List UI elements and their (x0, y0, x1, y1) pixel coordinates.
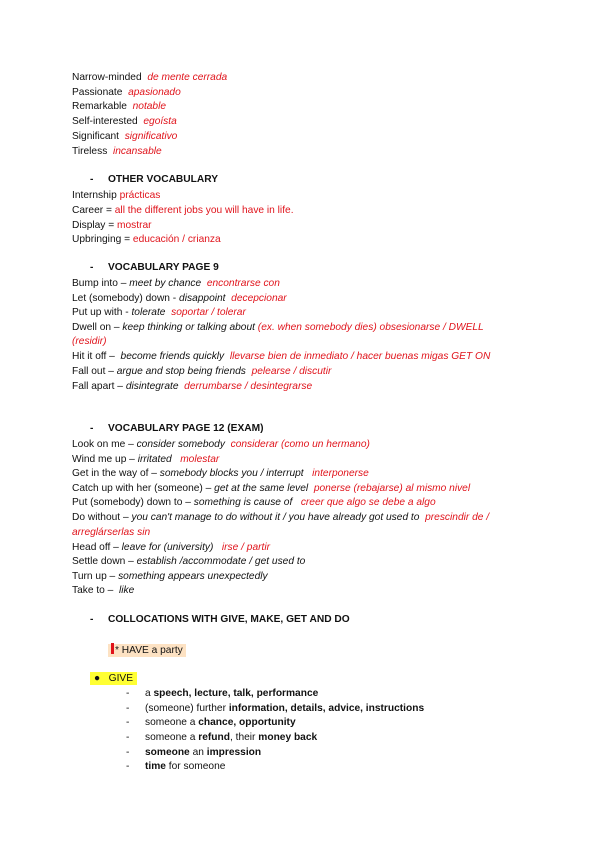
english-term: Remarkable (72, 101, 127, 112)
bullet-icon: ● (94, 673, 101, 684)
have-party-note: * HAVE a party (108, 643, 186, 658)
phrasal-verb-line: Put up with - tolerate soportar / tolerar (72, 307, 246, 318)
english-term: Self-interested (72, 116, 138, 127)
section-heading: - VOCABULARY PAGE 12 (EXAM) (90, 423, 264, 434)
spanish-translation: notable (132, 101, 167, 112)
english-term: Significant (72, 131, 120, 142)
vocab-line: Career = all the different jobs you will have in life. (72, 205, 294, 216)
vocab-line (72, 86, 181, 100)
english-term: Tireless (72, 146, 108, 157)
phrasal-verb-line: Catch up with her (someone) – get at the same level ponerse (rebajarse) al mismo nivel (72, 483, 471, 494)
phrasal-verb-line: Let (somebody) down - disappoint decepcionar (72, 293, 287, 304)
vocab-line: Internship prácticas (72, 190, 161, 201)
vocab-line (72, 145, 162, 159)
vocab-line (72, 115, 177, 129)
spanish-translation: egoísta (143, 116, 177, 127)
spanish-translation: incansable (112, 146, 162, 157)
collocation-item: - someone an impression (126, 747, 262, 758)
collocation-item: - someone a refund, their money back (126, 732, 318, 743)
english-term: Passionate (72, 87, 123, 98)
collocation-item: - a speech, lecture, talk, performance (126, 688, 319, 699)
spanish-translation: de mente cerrada (147, 72, 228, 83)
vocab-line: Display = mostrar (72, 220, 152, 231)
section-heading: - COLLOCATIONS WITH GIVE, MAKE, GET AND DO (90, 614, 350, 625)
phrasal-verb-line: Look on me – consider somebody considerar (como un hermano) (72, 439, 370, 450)
english-term: Narrow-minded (72, 72, 142, 83)
phrasal-verb-line: Dwell on – keep thinking or talking about (ex. when somebody dies) obsesionarse / DWELL (72, 322, 484, 333)
phrasal-verb-line: Fall apart – disintegrate derrumbarse / desintegrarse (72, 381, 313, 392)
phrasal-verb-line: Wind me up – irritated molestar (72, 454, 220, 465)
vocab-line (72, 100, 166, 114)
phrasal-verb-line: Put (somebody) down to – something is cause of creer que algo se debe a algo (72, 497, 436, 508)
red-marker-icon (111, 643, 114, 654)
phrasal-verb-line-continued: (residir) (72, 336, 107, 347)
phrasal-verb-line: Do without – you can't manage to do without it / you have already got used to prescindir de / (72, 512, 490, 523)
give-bullet: ● GIVE (90, 672, 137, 686)
section-heading: - VOCABULARY PAGE 9 (90, 262, 219, 273)
phrasal-verb-line: Head off – leave for (university) irse / partir (72, 542, 271, 553)
vocab-line (72, 71, 227, 85)
spanish-translation: apasionado (128, 87, 181, 98)
vocab-line (72, 130, 177, 144)
section-heading: - OTHER VOCABULARY (90, 174, 218, 185)
phrasal-verb-line: Fall out – argue and stop being friends pelearse / discutir (72, 366, 332, 377)
phrasal-verb-line: Turn up – something appears unexpectedly (72, 571, 268, 582)
phrasal-verb-line: Bump into – meet by chance encontrarse con (72, 278, 280, 289)
vocab-line: Upbringing = educación / crianza (72, 234, 221, 245)
spanish-translation: significativo (124, 131, 178, 142)
collocation-item: - (someone) further information, details, advice, instructions (126, 703, 425, 714)
phrasal-verb-line: Take to – like (72, 585, 135, 596)
phrasal-verb-line: Settle down – establish /accommodate / get used to (72, 556, 306, 567)
collocation-item: - someone a chance, opportunity (126, 717, 296, 728)
collocation-item: - time for someone (126, 761, 226, 772)
phrasal-verb-line: Get in the way of – somebody blocks you / interrupt interponerse (72, 468, 369, 479)
phrasal-verb-line-continued: arreglárserlas sin (72, 527, 151, 538)
phrasal-verb-line: Hit it off – become friends quickly llevarse bien de inmediato / hacer buenas migas GET ON (72, 351, 491, 362)
